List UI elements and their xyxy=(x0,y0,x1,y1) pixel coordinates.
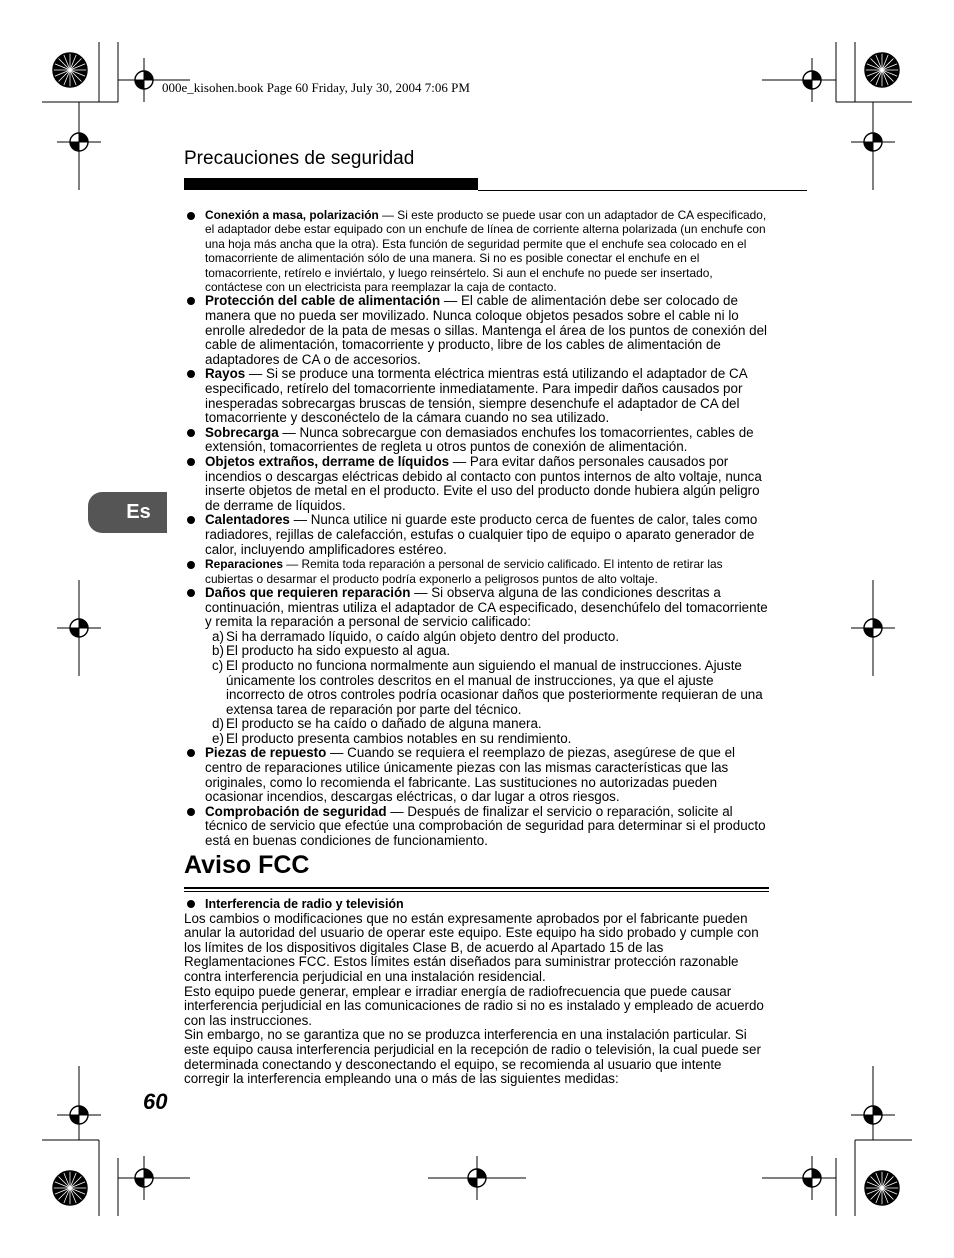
bullet-dot-icon xyxy=(187,429,195,437)
condition-item xyxy=(205,630,769,645)
bullet-text: Si observa alguna de las condiciones descritas a continuación, mientras utiliza el adaptador de CA especificado, desenchúfelo del tomacorriente y remita la reparación a personal de servicio calificado: xyxy=(205,584,768,630)
fcc-paragraph: Esto equipo puede generar, emplear e irradiar energía de radiofrecuencia que puede causar interferencia perjudicial en las comunicaciones de radio si no es instalado y empleado de acuerdo con las instrucciones. xyxy=(184,983,764,1028)
bullet-title: Sobrecarga xyxy=(205,424,279,440)
bullet-separator: — xyxy=(289,512,311,528)
fcc-body xyxy=(184,897,769,1087)
condition-letter: a) xyxy=(212,628,224,644)
registration-star-icon xyxy=(53,1171,87,1205)
section-title: Precauciones de seguridad xyxy=(184,148,415,169)
bullet-title: Conexión a masa, polarización xyxy=(205,208,379,222)
bullet-dot-icon xyxy=(187,749,195,757)
bullet-dot-icon xyxy=(187,516,195,524)
bullet-text: Nunca sobrecargue con demasiados enchufes los tomacorrientes, cables de extensión, tomacorrientes de regleta u otros puntos de conexión de alimentación. xyxy=(205,424,754,455)
bullet-title: Rayos xyxy=(205,366,246,382)
section-bar xyxy=(184,178,478,190)
bullet-dot-icon xyxy=(187,589,195,597)
bullet-dot-icon xyxy=(187,561,195,569)
bullet-separator: — xyxy=(326,745,348,761)
bullet-title: Protección del cable de alimentación xyxy=(205,293,441,309)
bullet-dot-icon xyxy=(187,458,195,466)
condition-text: Si ha derramado líquido, o caído algún objeto dentro del producto. xyxy=(226,628,620,644)
bullet-title: Objetos extraños, derrame de líquidos xyxy=(205,453,450,469)
bullet-separator: — xyxy=(245,366,267,382)
language-tab xyxy=(88,492,167,533)
bullet-text: Si se produce una tormenta eléctrica mientras está utilizando el adaptador de CA especificado, retírelo del tomacorriente inmediatamente. Para impedir daños causados por inesperadas sobrecargas bruscas de tensión, siempre desenchufe el adaptador de CA del tomacorriente y desconéctelo de la cámara cuando no sea utilizado. xyxy=(205,366,747,426)
safety-bullet-item xyxy=(184,557,769,586)
fcc-paragraph: Los cambios o modificaciones que no están expresamente aprobados por el fabricante pueden anular la autoridad del usuario de operar este equipo. Este equipo ha sido probado y cumple con los límites de los dispositivos digitales Clase B, de acuerdo al Apartado 15 de las Reglamentaciones FCC. Estos límites están diseñados para suministrar protección razonable contra interferencia perjudicial en una instalación residencial. xyxy=(184,910,759,984)
bullet-title: Comprobación de seguridad xyxy=(205,803,387,819)
condition-letter: e) xyxy=(212,730,224,746)
condition-item xyxy=(205,659,769,717)
bullet-title: Piezas de repuesto xyxy=(205,745,327,761)
fcc-title: Aviso FCC xyxy=(184,851,310,879)
condition-text: El producto ha sido expuesto al agua. xyxy=(226,643,451,659)
registration-star-icon xyxy=(53,53,87,87)
bullet-dot-icon xyxy=(187,808,195,816)
condition-text: El producto se ha caído o dañado de alguna manera. xyxy=(226,716,542,732)
safety-bullet-list xyxy=(184,208,769,849)
bullet-title: Calentadores xyxy=(205,512,290,528)
bullet-separator: — xyxy=(378,208,398,222)
bullet-dot-icon xyxy=(187,212,195,220)
condition-list xyxy=(205,630,769,747)
registration-star-icon xyxy=(865,53,899,87)
safety-bullet-item xyxy=(184,513,769,557)
fcc-subheading-text: Interferencia de radio y televisión xyxy=(205,897,404,911)
bullet-separator: — xyxy=(386,803,408,819)
section-rule xyxy=(478,190,807,191)
language-tab-label: Es xyxy=(126,501,151,523)
condition-item xyxy=(205,732,769,747)
condition-text: El producto presenta cambios notables en su rendimiento. xyxy=(226,730,572,746)
registration-star-icon xyxy=(865,1171,899,1205)
condition-item xyxy=(205,644,769,659)
bullet-text: El cable de alimentación debe ser colocado de manera que no pueda ser movilizado. Nunca coloque objetos pesados sobre el cable ni lo enrolle alrededor de la pata de mesas o sillas. Mantenga el área de los puntos de conexión del cable de alimentación, tomacorriente y producto, libre de los cables de alimentación de adaptadores de CA o de accesorios. xyxy=(205,293,768,367)
safety-bullet-item xyxy=(184,367,769,425)
safety-bullet-item xyxy=(184,746,769,804)
bullet-dot-icon xyxy=(187,900,195,908)
safety-bullet-item xyxy=(184,294,769,367)
condition-letter: b) xyxy=(212,643,224,659)
bullet-title: Reparaciones xyxy=(205,557,283,572)
fcc-rule xyxy=(184,891,769,892)
safety-bullet-item xyxy=(184,805,769,849)
bullet-dot-icon xyxy=(187,297,195,305)
bullet-separator: — xyxy=(410,584,432,600)
condition-letter: d) xyxy=(212,716,224,732)
condition-item xyxy=(205,717,769,732)
fcc-rule xyxy=(184,887,769,889)
bullet-text: Para evitar daños personales causados por incendios o descargas eléctricas debido al contacto con puntos internos de alto voltaje, nunca inserte objetos de metal en el producto. Evite el uso del producto donde hubiera algún peligro de derrame de líquidos. xyxy=(205,453,762,513)
fcc-paragraph: Sin embargo, no se garantiza que no se produzca interferencia en una instalación particular. Si este equipo causa interferencia perjudicial en la recepción de radio o televisión, la cual puede ser determinada conectando y desconectando el equipo, se recomienda al usuario que intente corregir la interferencia empleando una o más de las siguientes medidas: xyxy=(184,1027,761,1087)
bullet-separator: — xyxy=(283,557,302,572)
bullet-text: Si este producto se puede usar con un adaptador de CA especificado, el adaptador debe estar equipado con un enchufe de línea de corriente alterna polarizada (un enchufe con una hoja más ancha que la otra). Esta función de seguridad permite que el enchufe sea colocado en el tomacorriente de alimentación sólo de una manera. Si no es posible conectar el enchufe en el tomacorriente, retírelo e inviértalo, y luego reinsértelo. Si aun el enchufe no puede ser insertado, contáctese con un electricista para reemplazar la caja de contacto. xyxy=(205,208,767,295)
safety-bullet-item xyxy=(184,426,769,455)
bullet-separator: — xyxy=(449,453,470,469)
bullet-separator: — xyxy=(278,424,300,440)
condition-letter: c) xyxy=(212,657,224,673)
safety-content xyxy=(184,208,769,849)
bullet-dot-icon xyxy=(187,370,195,378)
safety-bullet-item xyxy=(184,586,769,747)
condition-text: El producto no funciona normalmente aun siguiendo el manual de instrucciones. Ajuste únicamente los controles descritos en el manual de instrucciones, ya que el ajuste incorrecto de otros controles podría ocasionar daños que posteriormente requieran de una extensa tarea de reparación por parte del técnico. xyxy=(226,657,763,717)
safety-bullet-item xyxy=(184,208,769,294)
bullet-title: Daños que requieren reparación xyxy=(205,584,411,600)
bullet-text: Nunca utilice ni guarde este producto cerca de fuentes de calor, tales como radiadores, rejillas de calefacción, estufas o cualquier tipo de equipo o aparato generador de calor, incluyendo amplificadores estéreo. xyxy=(205,512,758,557)
bullet-text: Cuando se requiera el reemplazo de piezas, asegúrese de que el centro de reparaciones utilice únicamente piezas con las mismas características que las originales, como lo recomienda el fabricante. Las sustituciones no autorizadas pueden ocasionar incendios, descargas eléctricas, o dar lugar a otros riesgos. xyxy=(205,745,735,805)
bullet-text: Remita toda reparación a personal de servicio calificado. El intento de retirar las cubiertas o desarmar el producto podría exponerlo a peligrosos puntos de alto voltaje. xyxy=(205,557,723,586)
page-number: 60 xyxy=(143,1089,168,1114)
safety-bullet-item xyxy=(184,455,769,513)
fcc-subheading xyxy=(184,897,769,912)
bullet-separator: — xyxy=(440,293,461,309)
bullet-text: Después de finalizar el servicio o reparación, solicite al técnico de servicio que efectúe una comprobación de seguridad para determinar si el producto está en buenas condiciones de funcionamiento. xyxy=(205,803,766,849)
print-header: 000e_kisohen.book Page 60 Friday, July 30, 2004 7:06 PM xyxy=(162,80,470,95)
